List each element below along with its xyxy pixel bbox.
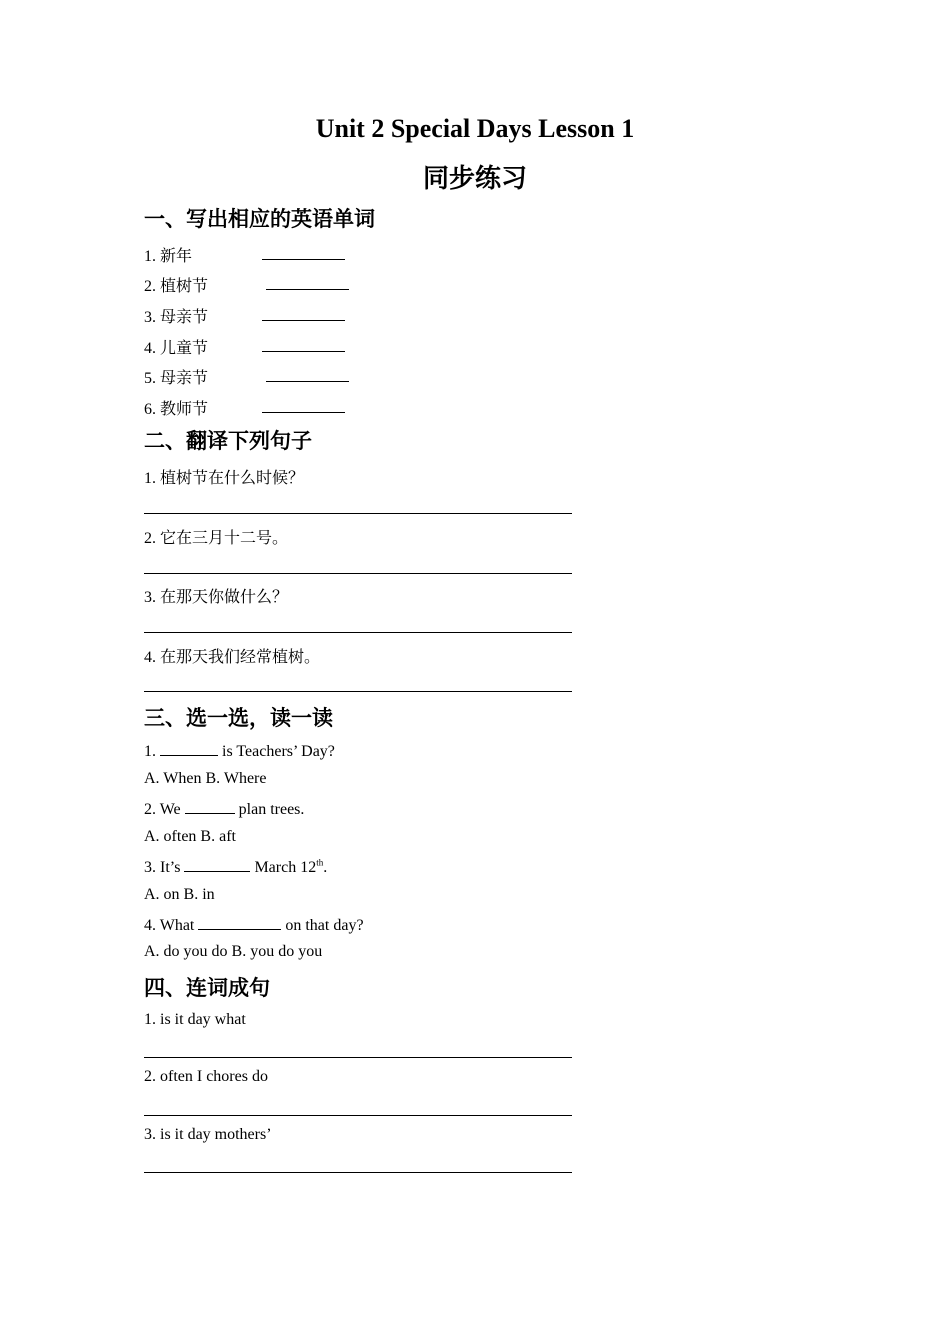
vocab-item: 3. 母亲节 bbox=[144, 309, 209, 326]
choice-options: A. When B. Where bbox=[144, 770, 267, 787]
reorder-item: 2. often I chores do bbox=[144, 1068, 268, 1085]
translate-item: 2. 它在三月十二号。 bbox=[144, 530, 289, 547]
question-blank[interactable] bbox=[160, 741, 218, 756]
vocab-answer-blank[interactable] bbox=[266, 367, 349, 382]
vocab-item: 5. 母亲节 bbox=[144, 370, 209, 387]
choice-options: A. on B. in bbox=[144, 886, 215, 903]
choice-options: A. often B. aft bbox=[144, 828, 236, 845]
translate-item: 1. 植树节在什么时候？ bbox=[144, 470, 305, 487]
vocab-answer-blank[interactable] bbox=[262, 306, 345, 321]
vocab-answer-blank[interactable] bbox=[262, 337, 345, 352]
reorder-item: 3. is it day mothers’ bbox=[144, 1126, 272, 1143]
answer-line[interactable] bbox=[144, 513, 572, 514]
section2-heading: 二、翻译下列句子 bbox=[144, 429, 312, 453]
choice-question: 2. We plan trees. bbox=[144, 801, 305, 818]
vocab-item: 4. 儿童节 bbox=[144, 340, 209, 357]
vocab-item: 1. 新年 bbox=[144, 248, 193, 265]
section4-heading: 四、连词成句 bbox=[144, 976, 270, 1000]
question-blank[interactable] bbox=[184, 857, 250, 872]
answer-line[interactable] bbox=[144, 1115, 572, 1116]
choice-question: 3. It’s March 12th. bbox=[144, 857, 328, 876]
vocab-item: 6. 教师节 bbox=[144, 401, 209, 418]
answer-line[interactable] bbox=[144, 632, 572, 633]
reorder-item: 1. is it day what bbox=[144, 1011, 246, 1028]
answer-line[interactable] bbox=[144, 1172, 572, 1173]
translate-item: 3. 在那天你做什么？ bbox=[144, 589, 289, 606]
vocab-answer-blank[interactable] bbox=[262, 398, 345, 413]
answer-line[interactable] bbox=[144, 573, 572, 574]
section3-heading: 三、选一选，读一读 bbox=[144, 706, 333, 730]
question-blank[interactable] bbox=[198, 915, 281, 930]
choice-question: 4. What on that day? bbox=[144, 917, 364, 934]
page-subtitle: 同步练习 bbox=[422, 164, 527, 194]
section1-heading: 一、写出相应的英语单词 bbox=[144, 207, 375, 231]
vocab-item: 2. 植树节 bbox=[144, 278, 209, 295]
answer-line[interactable] bbox=[144, 1057, 572, 1058]
page-title: Unit 2 Special Days Lesson 1 bbox=[315, 114, 635, 143]
choice-options: A. do you do B. you do you bbox=[144, 943, 323, 960]
vocab-answer-blank[interactable] bbox=[266, 275, 349, 290]
vocab-answer-blank[interactable] bbox=[262, 245, 345, 260]
answer-line[interactable] bbox=[144, 691, 572, 692]
question-blank[interactable] bbox=[185, 799, 235, 814]
choice-question: 1. is Teachers’ Day? bbox=[144, 743, 335, 760]
translate-item: 4. 在那天我们经常植树。 bbox=[144, 649, 321, 666]
